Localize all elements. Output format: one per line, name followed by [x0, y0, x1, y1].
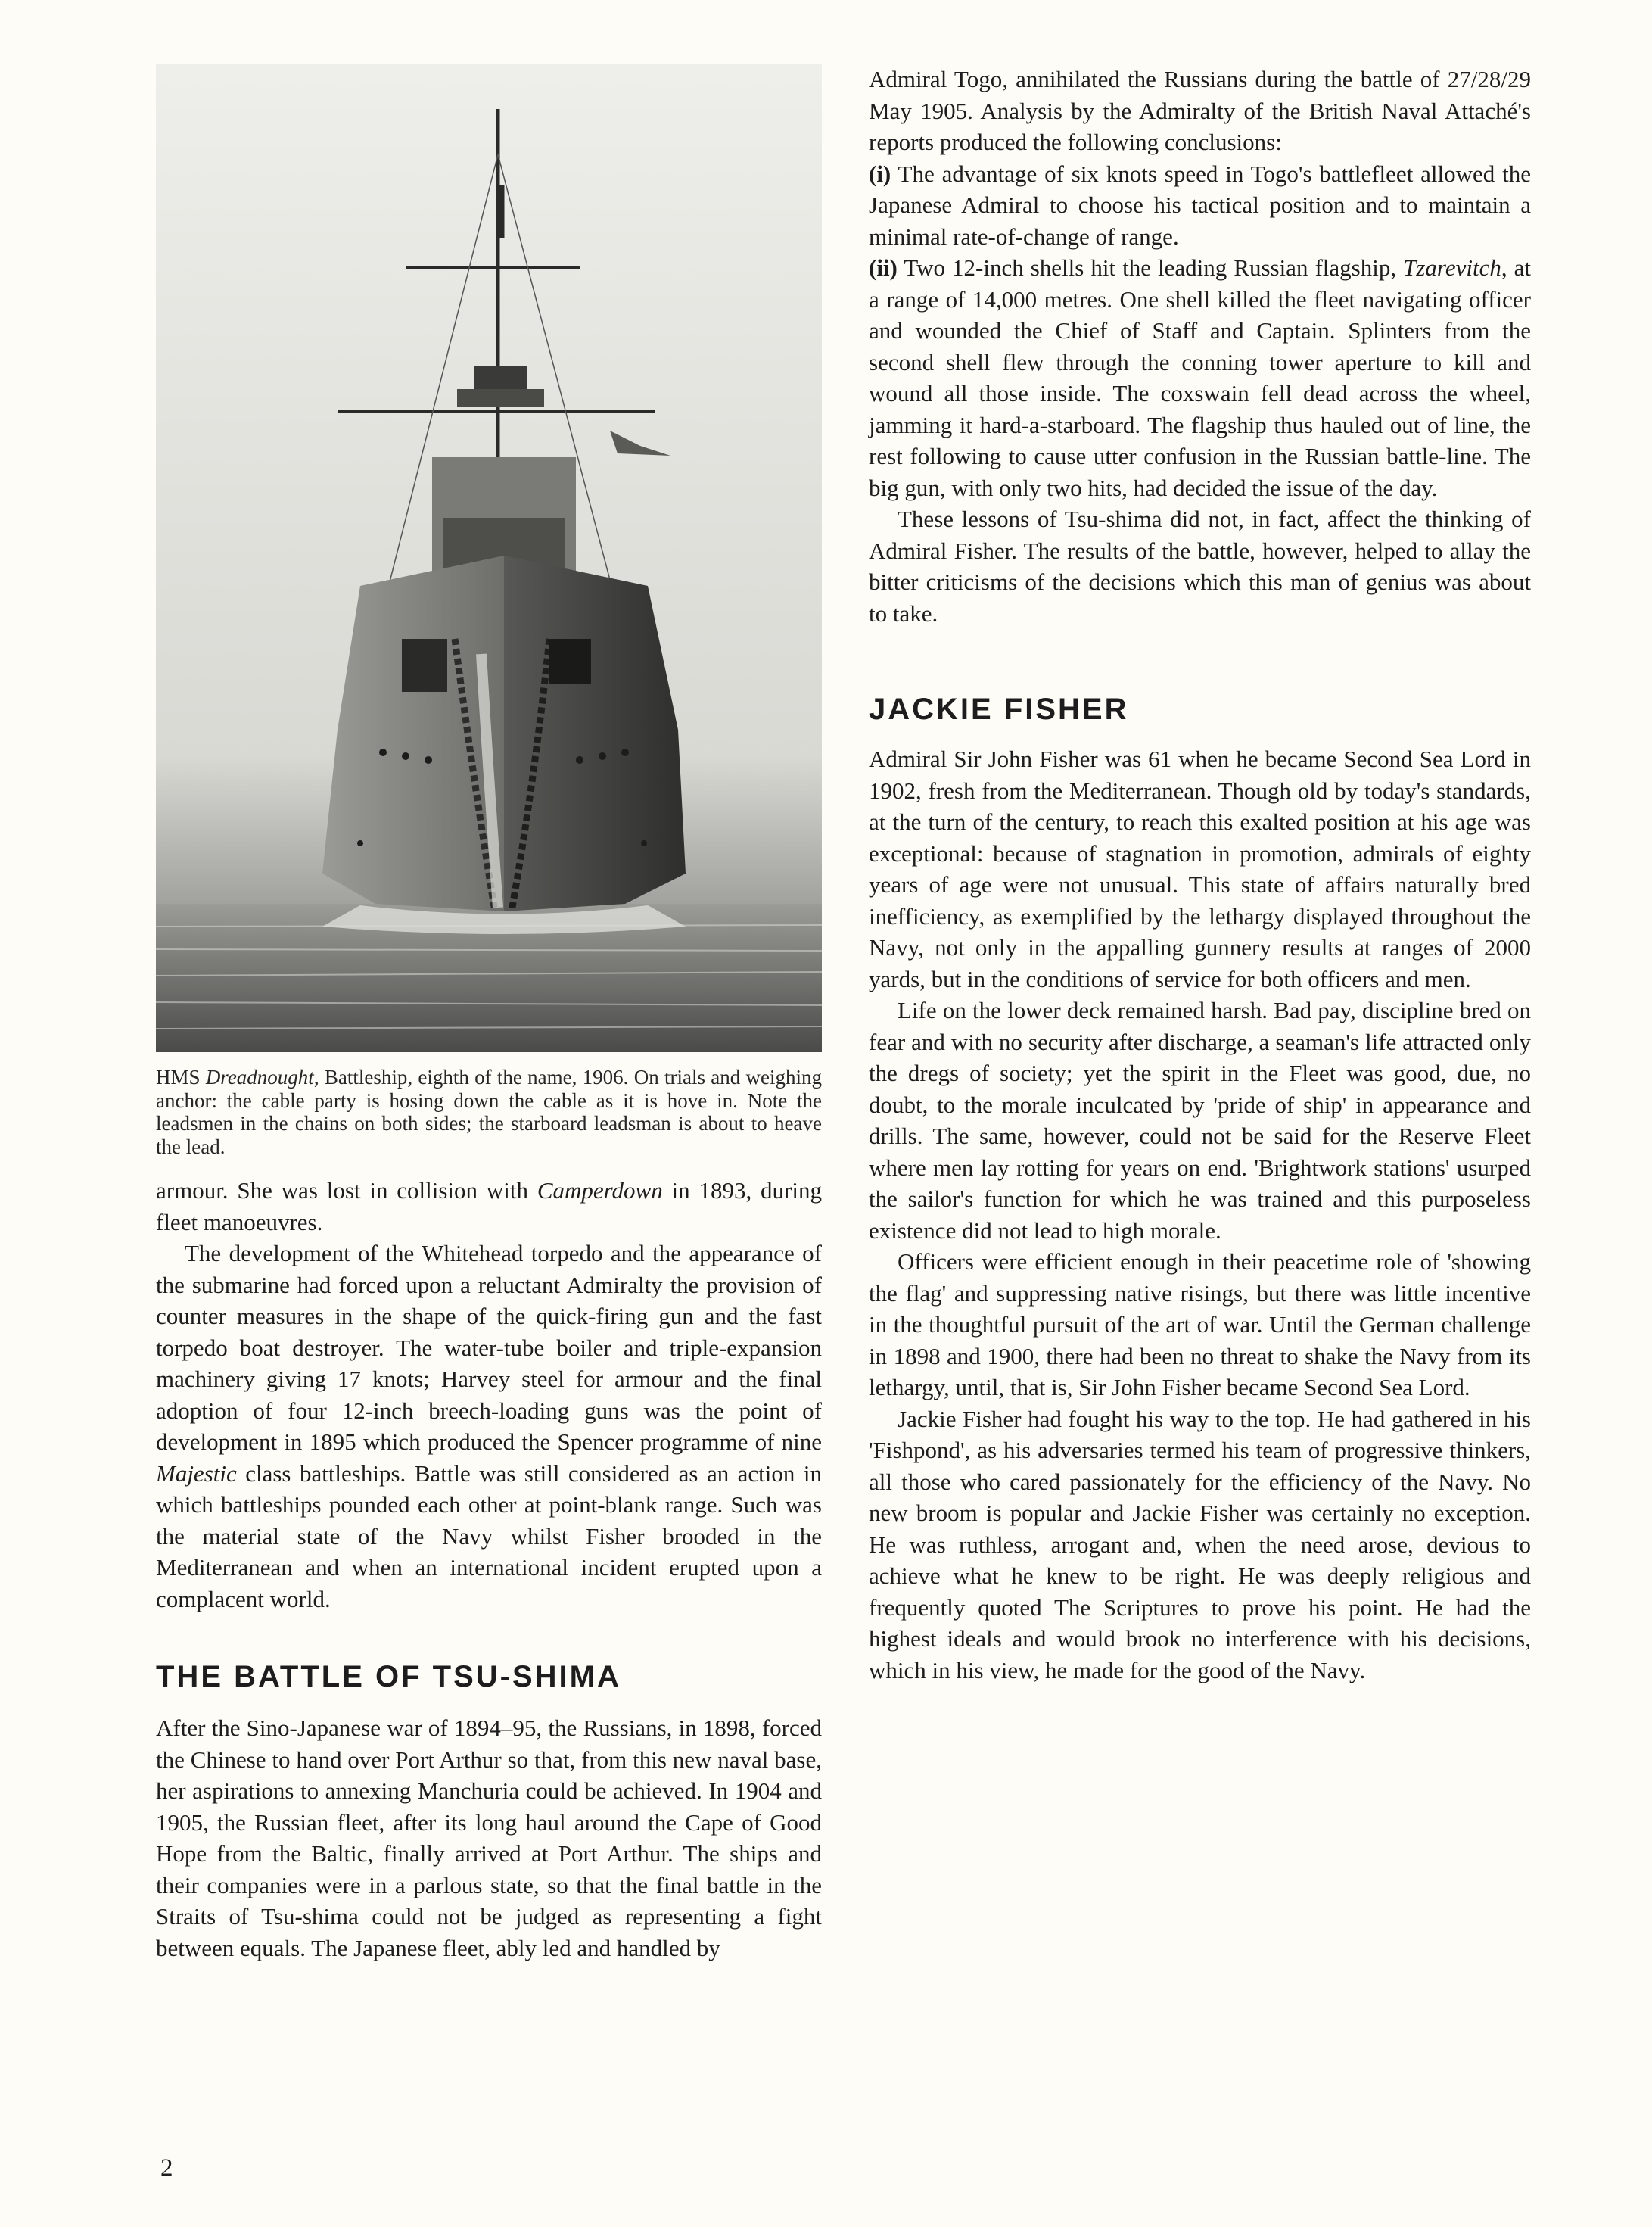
battleship-photo	[156, 64, 822, 1052]
ship-name: Tzarevitch	[1403, 254, 1501, 281]
ship-class-name: Majestic	[156, 1459, 237, 1487]
right-column	[869, 64, 1531, 1686]
right-paragraph-6: Jackie Fisher had fought his way to the top. He had gathered in his 'Fishpond', as his adversaries termed his team of progressive thinkers, all those who cared passionately for the efficiency of the Navy. No new broom is popular and Jackie Fisher was certainly no exception. He was ruthless, arrogant and, when the need arose, devious to achieve what he knew to be right. He was deeply religious and frequently quoted The Scriptures to prove his point. He had the highest ideals and would brook no interference with his decisions, which in his view, he made for the good of the Navy.	[869, 1405, 1531, 1683]
right-paragraph-5: Officers were efficient enough in their peacetime role of 'showing the flag' and suppressing native risings, but there was little incentive in the thoughtful pursuit of the art of war. Until the German challenge in 1898 and 1900, there had been no threat to shake the Navy from its lethargy, until, that is, Sir John Fisher became Second Sea Lord.	[869, 1248, 1531, 1400]
left-paragraph-1	[156, 1175, 822, 1238]
item-label: (i)	[869, 160, 891, 187]
text: The development of the Whitehead torpedo and the appearance of the submarine had forced upon a reluctant Admiralty the provision of counter measures in the shape of the quick-firing gun and the fast torpedo boat destroyer. The water-tube boiler and triple-expansion machinery giving 17 knots; Harvey steel for armour and the final adoption of four 12-inch breech-loading guns was the point of development in 1895 which produced the Spencer programme of nine	[156, 1240, 822, 1455]
section-heading-jackie-fisher: JACKIE FISHER	[869, 693, 1129, 726]
left-paragraph-2	[156, 1238, 822, 1615]
page-number: 2	[160, 2154, 173, 2182]
caption-ship-name: Dreadnought	[205, 1066, 314, 1089]
right-paragraph-4: Life on the lower deck remained harsh. Bad pay, discipline bred on fear and with no security after discharge, a seaman's life attracted only the dregs of society; yet the spirit in the Fleet was good, due, no doubt, to the morale inculcated by 'pride of ship' in appearance and drills. The same, however, could not be said for the Reserve Fleet where men lay rotting for years on end. 'Brightwork stations' usurped the sailor's function for which he was trained and this purposeless existence did not lead to high morale.	[869, 997, 1531, 1244]
item-label: (ii)	[869, 254, 898, 281]
conclusion-item-1	[869, 158, 1531, 253]
conclusion-item-2	[869, 252, 1531, 503]
right-paragraph-3: Admiral Sir John Fisher was 61 when he became Second Sea Lord in 1902, fresh from the Mediterranean. Though old by today's standards, at the turn of the century, to reach this exalted position at his age was exceptional: because of stagnation in promotion, admirals of eighty years of age were not unusual. This state of affairs naturally bred inefficiency, as exemplified by the lethargy displayed throughout the Navy, not only in the appalling gunnery results at ranges of 2000 yards, but in the conditions of service for both officers and men.	[869, 746, 1531, 992]
text: , at a range of 14,000 metres. One shell killed the fleet navigating officer and wounded the Chief of Staff and Captain. Splinters from the second shell flew through the conning tower aperture to kill and wound all those inside. The coxswain fell dead across the wheel, jamming it hard-a-starboard. The flagship thus hauled out of line, the rest following to cause utter confusion in the Russian battle-line. The big gun, with only two hits, had decided the issue of the day.	[869, 254, 1531, 501]
text: Two 12-inch shells hit the leading Russian flagship,	[897, 254, 1404, 281]
left-column	[156, 64, 822, 1964]
text: class battleships. Battle was still considered as an action in which battleships pounded each other at point-blank range. Such was the material state of the Navy whilst Fisher brooded in the Mediterranean and when an international incident erupted upon a complacent world.	[156, 1459, 822, 1612]
text: in 1893, during fleet manoeuvres.	[156, 1177, 822, 1235]
right-paragraph-2: These lessons of Tsu-shima did not, in fact, affect the thinking of Admiral Fisher. The results of the battle, however, helped to allay the bitter criticisms of the decisions which this man of genius was about to take.	[869, 506, 1531, 627]
caption-text: HMS	[156, 1066, 206, 1089]
right-paragraph-1: Admiral Togo, annihilated the Russians during the battle of 27/28/29 May 1905. Analysis by the Admiralty of the British Naval Attaché's reports produced the following conclusions:	[869, 66, 1531, 155]
battleship-photo-icon	[156, 64, 822, 1052]
caption-text-rest: , Battleship, eighth of the name, 1906. On trials and weighing anchor: the cable party is hosing down the cable as it is hove in. Note the leadsmen in the chains on both sides; the starboard leadsman is about to heave the lead.	[156, 1066, 822, 1158]
text: The advantage of six knots speed in Togo's battlefleet allowed the Japanese Admiral to choose his tactical position and to maintain a minimal rate-of-change of range.	[869, 160, 1531, 250]
photo-caption	[156, 1066, 822, 1158]
section-heading-tsushima: THE BATTLE OF TSU-SHIMA	[156, 1660, 621, 1693]
left-paragraph-3: After the Sino-Japanese war of 1894–95, the Russians, in 1898, forced the Chinese to hand over Port Arthur so that, from this new naval base, her aspirations to annexing Manchuria could be achieved. In 1904 and 1905, the Russian fleet, after its long haul around the Cape of Good Hope from the Baltic, finally arrived at Port Arthur. The ships and their companies were in a parlous state, so that the final battle in the Straits of Tsu-shima could not be judged as representing a fight between equals. The Japanese fleet, ably led and handled by	[156, 1715, 822, 1961]
ship-name: Camperdown	[537, 1177, 663, 1204]
text: armour. She was lost in collision with	[156, 1177, 537, 1204]
